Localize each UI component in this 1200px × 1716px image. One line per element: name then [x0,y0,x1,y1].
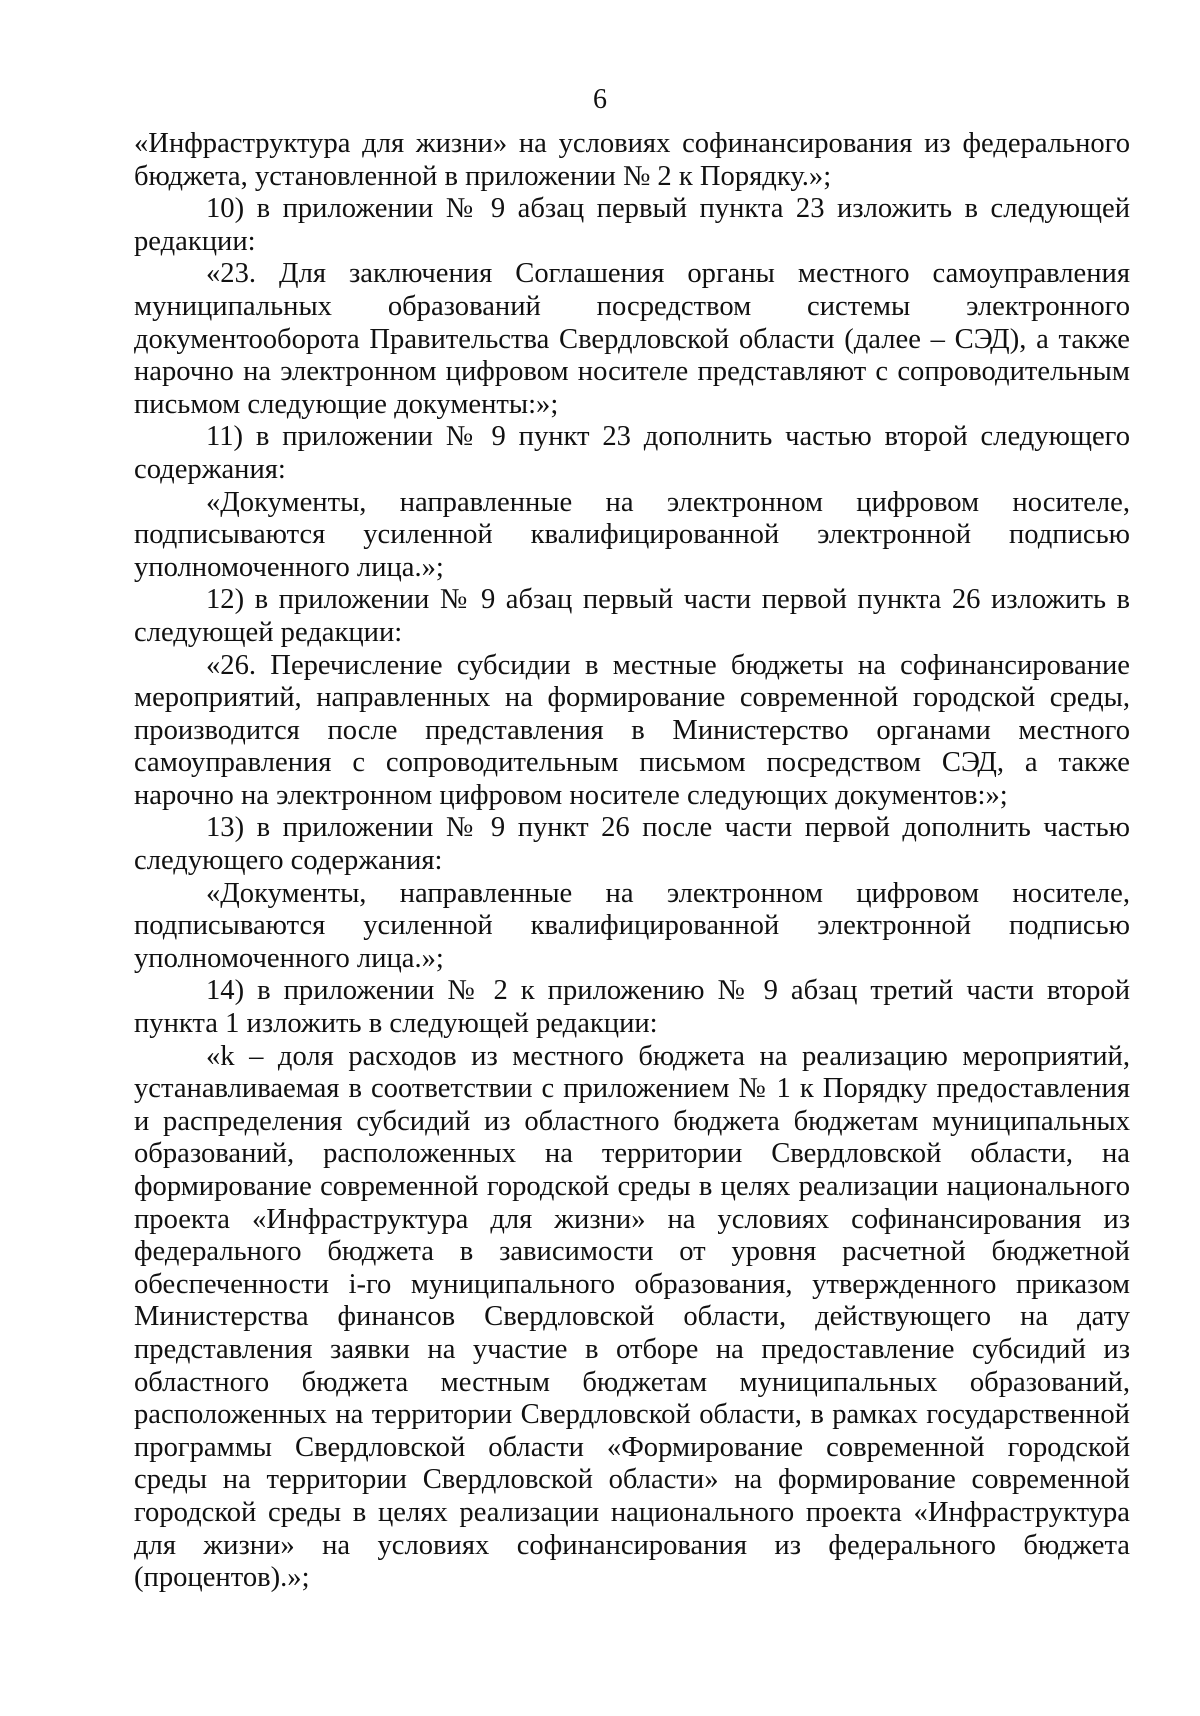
paragraph-item-12: 12) в приложении № 9 абзац первый части первой пункта 26 изложить в следующей редакции: [134,584,1130,648]
document-body [134,128,1130,1595]
paragraph-continuation: «Инфраструктура для жизни» на условиях софинансирования из федерального бюджета, установленной в приложении № 2 к Порядку.»; [134,128,1130,192]
paragraph-quote-26: «26. Перечисление субсидии в местные бюджеты на софинансирование мероприятий, направленных на формирование современной городской среды, производится после представления в Министерство органами местного самоуправления с сопроводительным письмом посредством СЭД, а также нарочно на электронном цифровом носителе следующих документов:»; [134,649,1130,811]
paragraph-quote-documents-1: «Документы, направленные на электронном цифровом носителе, подписываются усиленной квалифицированной электронной подписью уполномоченного лица.»; [134,486,1130,583]
paragraph-quote-documents-2: «Документы, направленные на электронном цифровом носителе, подписываются усиленной квалифицированной электронной подписью уполномоченного лица.»; [134,877,1130,974]
paragraph-quote-23: «23. Для заключения Соглашения органы местного самоуправления муниципальных образований посредством системы электронного документооборота Правительства Свердловской области (далее – СЭД), а также нарочно на электронном цифровом носителе представляют с сопроводительным письмом следующие документы:»; [134,258,1130,420]
paragraph-item-10: 10) в приложении № 9 абзац первый пункта 23 изложить в следующей редакции: [134,193,1130,257]
paragraph-quote-k: «k – доля расходов из местного бюджета на реализацию мероприятий, устанавливаемая в соответствии с приложением № 1 к Порядку предоставления и распределения субсидий из областного бюджета бюджетам муниципальных образований, расположенных на территории Свердловской области, на формирование современной городской среды в целях реализации национального проекта «Инфраструктура для жизни» на условиях софинансирования из федерального бюджета в зависимости от уровня расчетной бюджетной обеспеченности i-го муниципального образования, утвержденного приказом Министерства финансов Свердловской области, действующего на дату представления заявки на участие в отборе на предоставление субсидий из областного бюджета местным бюджетам муниципальных образований, расположенных на территории Свердловской области, в рамках государственной программы Свердловской области «Формирование современной городской среды на территории Свердловской области» на формирование современной городской среды в целях реализации национального проекта «Инфраструктура для жизни» на условиях софинансирования из федерального бюджета (процентов).»; [134,1040,1130,1594]
paragraph-item-11: 11) в приложении № 9 пункт 23 дополнить частью второй следующего содержания: [134,421,1130,485]
paragraph-item-13: 13) в приложении № 9 пункт 26 после части первой дополнить частью следующего содержания: [134,812,1130,877]
paragraph-item-14: 14) в приложении № 2 к приложению № 9 абзац третий части второй пункта 1 изложить в следующей редакции: [134,975,1130,1040]
page-number: 6 [593,84,607,115]
